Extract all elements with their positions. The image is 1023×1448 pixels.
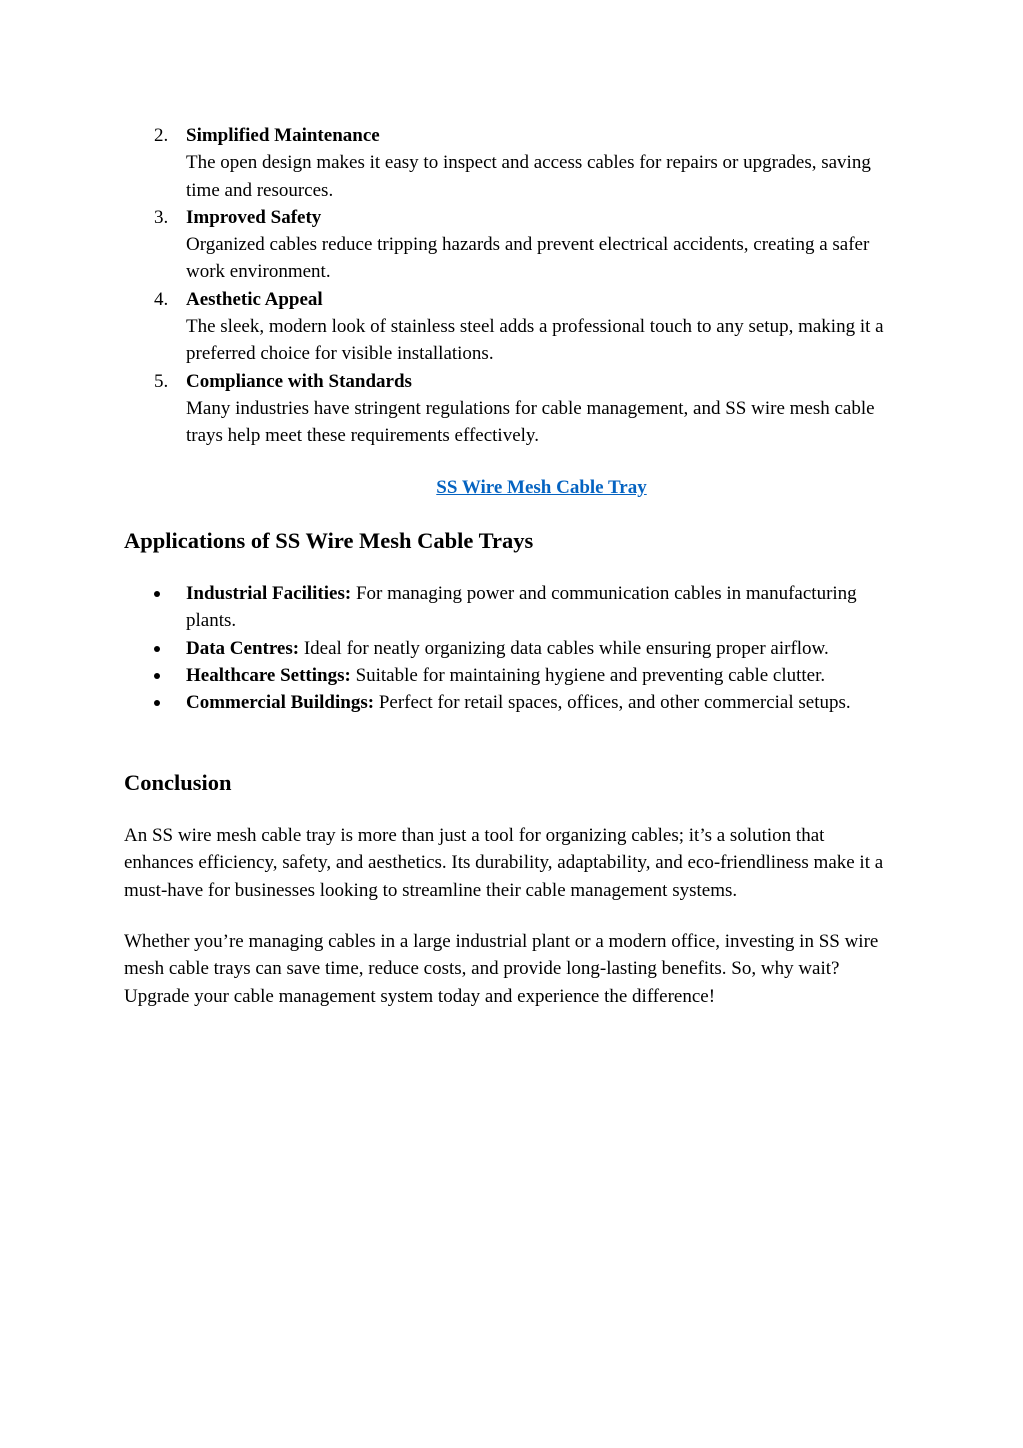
list-number: 4. bbox=[154, 288, 169, 310]
list-item-title: Simplified Maintenance bbox=[186, 125, 380, 146]
list-item-text: Suitable for maintaining hygiene and preventing cable clutter. bbox=[350, 664, 826, 686]
list-number: 3. bbox=[154, 206, 169, 228]
list-item bbox=[124, 662, 899, 689]
list-item-label: Healthcare Settings: bbox=[186, 664, 351, 686]
list-item-label: Industrial Facilities: bbox=[186, 583, 352, 604]
bullet-icon bbox=[154, 673, 160, 679]
bullet-icon bbox=[154, 700, 160, 706]
list-item bbox=[124, 204, 894, 286]
list-item-description: Organized cables reduce tripping hazards and prevent electrical accidents, creating a safer work environment. bbox=[186, 234, 870, 283]
conclusion-paragraph: An SS wire mesh cable tray is more than just a tool for organizing cables; it’s a solution that enhances efficiency, safety, and aesthetics. Its durability, adaptability, and eco-friendliness make it a must-have for businesses looking to streamline their cable management systems. bbox=[124, 825, 884, 901]
conclusion-heading: Conclusion bbox=[124, 770, 232, 795]
product-link[interactable]: SS Wire Mesh Cable Tray bbox=[436, 477, 647, 498]
list-item-label: Data Centres: bbox=[186, 637, 300, 659]
list-item bbox=[124, 580, 899, 635]
list-item bbox=[124, 122, 894, 204]
list-item-description: Many industries have stringent regulations for cable management, and SS wire mesh cable trays help meet these requirements effectively. bbox=[186, 397, 875, 447]
list-item-description: The open design makes it easy to inspect and access cables for repairs or upgrades, saving time and resources. bbox=[186, 152, 871, 201]
list-item bbox=[124, 635, 899, 662]
bullet-icon bbox=[154, 646, 160, 652]
list-item-title: Improved Safety bbox=[186, 206, 322, 228]
list-item bbox=[124, 286, 894, 368]
list-item-label: Commercial Buildings: bbox=[186, 692, 375, 714]
list-item bbox=[124, 368, 894, 450]
closing-paragraph: Whether you’re managing cables in a large industrial plant or a modern office, investing in SS wire mesh cable trays can save time, reduce costs, and provide long-lasting benefits. So, why wait? Upgrade your cable management system today and experience the difference! bbox=[124, 931, 879, 1007]
list-item-title: Aesthetic Appeal bbox=[186, 288, 323, 310]
applications-bullet-list bbox=[124, 580, 899, 716]
list-item-text: Perfect for retail spaces, offices, and other commercial setups. bbox=[374, 692, 851, 714]
list-item-text: Ideal for neatly organizing data cables while ensuring proper airflow. bbox=[299, 637, 829, 659]
list-item-text: For managing power and communication cables in manufacturing plants. bbox=[186, 583, 857, 632]
list-number: 5. bbox=[154, 370, 169, 392]
list-item-description: The sleek, modern look of stainless steel adds a professional touch to any setup, making it a preferred choice for visible installations. bbox=[186, 316, 884, 365]
benefits-numbered-list bbox=[124, 122, 894, 450]
product-link-container bbox=[0, 474, 1023, 501]
list-item-title: Compliance with Standards bbox=[186, 370, 412, 392]
applications-heading: Applications of SS Wire Mesh Cable Trays bbox=[124, 528, 534, 553]
list-number: 2. bbox=[154, 125, 169, 146]
bullet-icon bbox=[154, 591, 160, 597]
list-item bbox=[124, 689, 899, 716]
